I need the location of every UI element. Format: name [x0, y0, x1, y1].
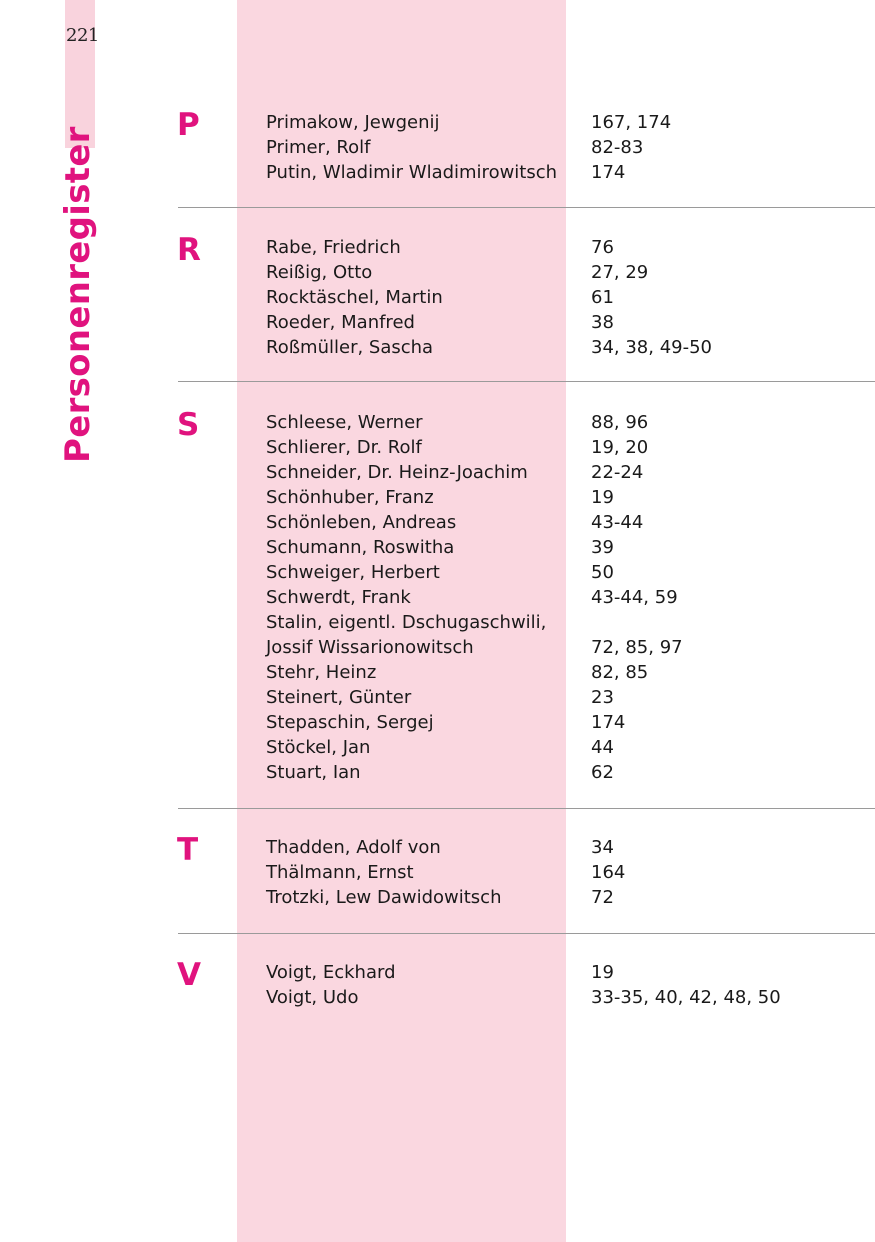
entry-name: Primakow, Jewgenij	[266, 112, 440, 133]
section-letter: V	[177, 957, 201, 993]
entry-pages: 43-44	[591, 512, 644, 533]
entry-name: Stalin, eigentl. Dschugaschwili,	[266, 612, 547, 633]
entry-pages: 38	[591, 312, 614, 333]
entry-pages: 174	[591, 712, 626, 733]
entry-name: Voigt, Eckhard	[266, 962, 396, 983]
list-item	[266, 760, 866, 785]
entry-pages: 82-83	[591, 137, 644, 158]
entry-list	[266, 410, 866, 785]
entry-pages: 82, 85	[591, 662, 649, 683]
entry-name: Putin, Wladimir Wladimirowitsch	[266, 162, 558, 183]
list-item	[266, 960, 866, 985]
list-item	[266, 160, 866, 185]
section-letter: P	[177, 107, 200, 143]
entry-name: Stöckel, Jan	[266, 737, 371, 758]
entry-name: Schönleben, Andreas	[266, 512, 457, 533]
entry-list	[266, 835, 866, 910]
list-item	[266, 510, 866, 535]
entry-pages: 19	[591, 487, 614, 508]
list-item	[266, 985, 866, 1010]
entry-pages: 72, 85, 97	[591, 637, 683, 658]
list-item	[266, 485, 866, 510]
section-letter: R	[177, 232, 201, 268]
list-item	[266, 260, 866, 285]
page-number: 221	[66, 25, 99, 46]
entry-pages: 76	[591, 237, 614, 258]
entry-pages: 61	[591, 287, 614, 308]
entry-pages: 43-44, 59	[591, 587, 678, 608]
list-item	[266, 610, 866, 635]
entry-name: Schweiger, Herbert	[266, 562, 440, 583]
entry-pages: 19, 20	[591, 437, 649, 458]
entry-name: Steinert, Günter	[266, 687, 412, 708]
entry-pages: 167, 174	[591, 112, 672, 133]
entry-name: Roßmüller, Sascha	[266, 337, 434, 358]
entry-pages: 34, 38, 49-50	[591, 337, 712, 358]
section-letter: S	[177, 407, 200, 443]
entry-pages: 33-35, 40, 42, 48, 50	[591, 987, 781, 1008]
entry-name: Thadden, Adolf von	[266, 837, 441, 858]
list-item	[266, 460, 866, 485]
entry-list	[266, 235, 866, 360]
entry-name: Voigt, Udo	[266, 987, 359, 1008]
list-item	[266, 135, 866, 160]
list-item	[266, 685, 866, 710]
list-item	[266, 885, 866, 910]
entry-pages: 50	[591, 562, 614, 583]
entry-pages: 164	[591, 862, 626, 883]
entry-name: Stepaschin, Sergej	[266, 712, 434, 733]
entry-pages: 22-24	[591, 462, 644, 483]
list-item	[266, 335, 866, 360]
entry-name: Reißig, Otto	[266, 262, 373, 283]
list-item	[266, 285, 866, 310]
entry-name: Rabe, Friedrich	[266, 237, 401, 258]
entry-name: Schleese, Werner	[266, 412, 423, 433]
entry-pages: 19	[591, 962, 614, 983]
entry-pages: 88, 96	[591, 412, 649, 433]
entry-pages: 174	[591, 162, 626, 183]
entry-pages: 44	[591, 737, 614, 758]
entry-name: Schneider, Dr. Heinz-Joachim	[266, 462, 528, 483]
entry-pages: 23	[591, 687, 614, 708]
entry-pages: 27, 29	[591, 262, 649, 283]
entry-name: Jossif Wissarionowitsch	[266, 637, 474, 658]
entry-name: Trotzki, Lew Dawidowitsch	[266, 887, 502, 908]
entry-name: Stuart, Ian	[266, 762, 361, 783]
entry-pages: 34	[591, 837, 614, 858]
list-item	[266, 860, 866, 885]
entry-name: Schlierer, Dr. Rolf	[266, 437, 422, 458]
list-item	[266, 660, 866, 685]
list-item	[266, 535, 866, 560]
page-title: Personenregister	[58, 126, 98, 463]
list-item	[266, 735, 866, 760]
list-item	[266, 235, 866, 260]
entry-pages: 62	[591, 762, 614, 783]
list-item	[266, 560, 866, 585]
entry-name: Primer, Rolf	[266, 137, 371, 158]
entry-name: Stehr, Heinz	[266, 662, 377, 683]
entry-list	[266, 110, 866, 185]
section-divider	[178, 207, 875, 208]
list-item	[266, 410, 866, 435]
list-item	[266, 435, 866, 460]
section-divider	[178, 933, 875, 934]
list-item	[266, 585, 866, 610]
list-item	[266, 110, 866, 135]
section-divider	[178, 381, 875, 382]
list-item	[266, 310, 866, 335]
entry-name: Roeder, Manfred	[266, 312, 415, 333]
list-item	[266, 835, 866, 860]
section-letter: T	[177, 832, 199, 868]
section-divider	[178, 808, 875, 809]
entry-name: Schönhuber, Franz	[266, 487, 434, 508]
entry-name: Thälmann, Ernst	[266, 862, 414, 883]
entry-name: Rocktäschel, Martin	[266, 287, 443, 308]
entry-list	[266, 960, 866, 1010]
entry-name: Schwerdt, Frank	[266, 587, 411, 608]
entry-pages: 72	[591, 887, 614, 908]
entry-pages: 39	[591, 537, 614, 558]
entry-name: Schumann, Roswitha	[266, 537, 455, 558]
list-item	[266, 635, 866, 660]
list-item	[266, 710, 866, 735]
